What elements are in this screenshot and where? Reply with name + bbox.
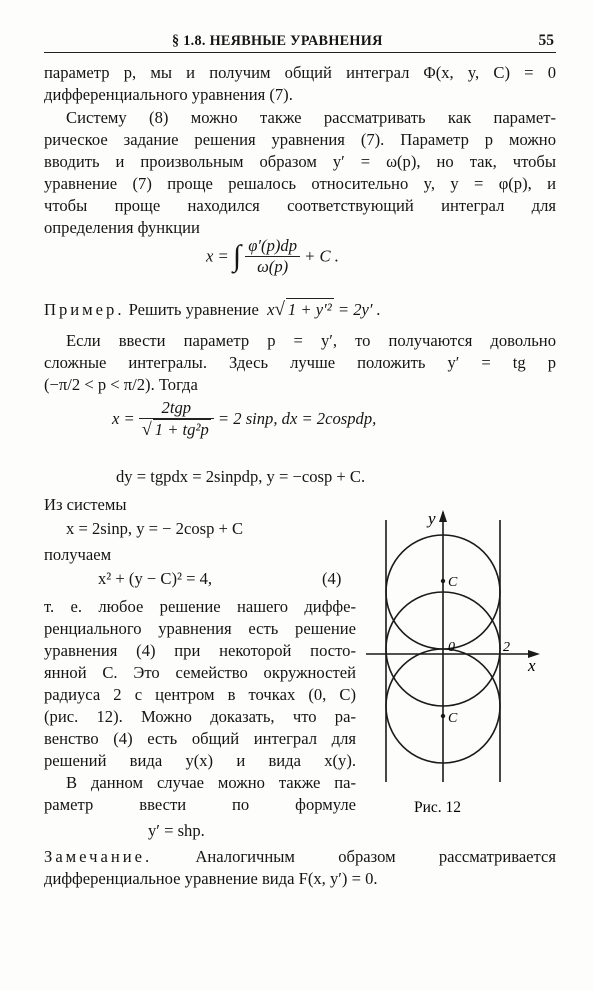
text-line: ренциального уравнения есть решение <box>44 619 356 638</box>
center-point-upper <box>441 579 445 583</box>
text-line: (−π/2 < p < π/2). Тогда <box>44 375 198 394</box>
formula-x-sin: x = $\frac{\text{2tgp}}{\text{√ 1 + tg²p}}$ = 2 sinp, dx = 2cospdp, <box>112 398 377 439</box>
text-line: Если ввести параметр p = y′, то получаются довольно <box>66 331 556 350</box>
text-line: раметр ввести по формуле <box>44 795 356 814</box>
remark-line: Замечание. Аналогичным образом рассматривается <box>44 847 556 866</box>
text-line: дифференциального уравнения (7). <box>44 85 293 104</box>
text-line: уравнения (4) при некоторой посто- <box>44 641 356 660</box>
text-line: решений вида y(x) и вида x(y). <box>44 751 356 770</box>
center-label-lower: C <box>448 711 458 726</box>
running-header <box>44 30 556 53</box>
formula-sh: y′ = shp. <box>148 821 205 840</box>
origin-label: 0 <box>448 640 455 655</box>
text-line: венство (4) есть общий интеграл для <box>44 729 356 748</box>
text-line: радиуса 2 с центром в точках (0, C) <box>44 685 356 704</box>
y-axis-label: y <box>428 509 436 528</box>
text-line: т. е. любое решение нашего диффе- <box>44 597 356 616</box>
section-title: § 1.8. НЕЯВНЫЕ УРАВНЕНИЯ <box>172 33 383 49</box>
text-line: Из системы <box>44 495 127 514</box>
text-line: получаем <box>44 545 112 564</box>
text-line: вводить и произвольным образом y′ = ω(p), но так, чтобы <box>44 152 556 171</box>
center-point-lower <box>441 714 445 718</box>
text-line: Систему (8) можно также рассматривать как парамет- <box>66 108 556 127</box>
example-label: Пример. <box>44 300 125 319</box>
text-line: уравнение (7) проще решалось относительно y, y = φ(p), и <box>44 174 556 193</box>
radius-label: 2 <box>503 640 510 655</box>
page-number: 55 <box>538 32 554 49</box>
example-line: Пример. Решить уравнение x√ 1 + y′² = 2y′ . <box>44 299 381 320</box>
center-label-upper: C <box>448 575 458 590</box>
text-line: В данном случае можно также па- <box>66 773 356 792</box>
text-line: сложные интегралы. Здесь лучше положить y′ = tg p <box>44 353 556 372</box>
y-axis-arrow <box>439 510 447 522</box>
text-line: (рис. 12). Можно доказать, что ра- <box>44 707 356 726</box>
formula-integral: x = ∫ $\frac{\varphi'(p)dp}{\omega(p)}$ + C . <box>206 236 339 276</box>
formula-system: x = 2sinp, y = − 2cosp + C <box>66 519 244 538</box>
formula-dy: dy = tgpdx = 2sinpdp, y = −cosp + C. <box>116 467 366 486</box>
text-line: определения функции <box>44 218 200 237</box>
remark-label: Замечание. <box>44 847 153 866</box>
formula-circle: x² + (y − C)² = 4, <box>98 569 213 588</box>
x-axis-label: x <box>528 656 536 675</box>
text-line: рическое задание решения уравнения (7). Параметр p можно <box>44 130 556 149</box>
figure-12 <box>360 500 560 840</box>
text-line: чтобы проще находился соответствующий интеграл для <box>44 196 556 215</box>
text-line: янной C. Это семейство окружностей <box>44 663 356 682</box>
text-line: параметр p, мы и получим общий интеграл Φ(x, y, C) = 0 <box>44 63 556 82</box>
text-line: дифференциальное уравнение вида F(x, y′) = 0. <box>44 869 378 888</box>
figure-caption: Рис. 12 <box>414 799 462 816</box>
equation-number: (4) <box>322 569 342 588</box>
